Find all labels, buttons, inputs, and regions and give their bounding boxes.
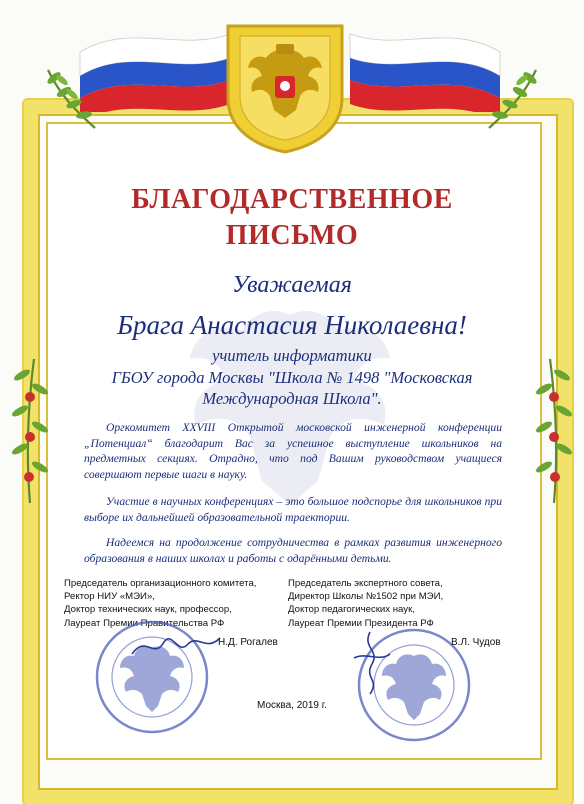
signatory-right-line4: Лауреат Премии Президента РФ — [288, 617, 434, 629]
russian-coat-of-arms-icon — [218, 18, 352, 156]
signatory-right-line1: Председатель экспертного совета, — [288, 578, 443, 589]
signatory-right-name: В.Л. Чудов — [451, 637, 501, 648]
salutation: Уважаемая — [232, 272, 352, 298]
recipient-org-line2: Международная Школа". — [202, 389, 382, 408]
place-date: Москва, 2019 г. — [257, 700, 327, 711]
recipient-position: учитель информатики — [212, 346, 372, 365]
signatory-left-line1: Председатель организационного комитета, — [64, 578, 257, 589]
document-title-line2: ПИСЬМО — [225, 220, 359, 251]
laurel-branch-icon — [40, 60, 100, 130]
signature-left — [128, 626, 224, 666]
signatory-left-line2: Ректор НИУ «МЭИ», — [64, 591, 155, 603]
laurel-branch-icon — [484, 60, 544, 130]
signature-right — [340, 628, 400, 698]
signatory-left-line3: Доктор технических наук, профессор, — [64, 604, 232, 616]
signatory-right-line3: Доктор педагогических наук, — [288, 604, 415, 616]
signatory-left-line4: Лауреат Премии Правительства РФ — [64, 617, 225, 629]
paragraph-3: Надеемся на продолжение сотрудничества в рамках развития инженерного образования в наших школах и работы с одарёнными детьми. — [84, 536, 502, 565]
recipient-organization — [80, 367, 504, 409]
recipient-org-line1: ГБОУ города Москвы "Школа № 1498 "Московская — [111, 368, 473, 387]
paragraph-1: Оргкомитет XXVIII Открытой московской инженерной конференции „Потенциал“ благодарит Вас за успешное выступление школьников на предметных секциях. Отрадно, что под Вашим руководством учащиеся совершают первые шаги в науку. — [84, 421, 502, 481]
laurel-branch-icon — [532, 355, 576, 505]
recipient-name: Брага Анастасия Николаевна! — [117, 310, 467, 340]
laurel-branch-icon — [8, 355, 52, 505]
signatory-right-block — [288, 577, 518, 630]
signatory-right-line2: Директор Школы №1502 при МЭИ, — [288, 591, 444, 603]
signatory-left-name: Н.Д. Рогалев — [218, 637, 278, 648]
document-title-line1: БЛАГОДАРСТВЕННОЕ — [131, 184, 453, 215]
paragraph-2: Участие в научных конференциях – это большое подспорье для школьников при выборе их дальнейшей образовательной траектории. — [84, 495, 502, 524]
